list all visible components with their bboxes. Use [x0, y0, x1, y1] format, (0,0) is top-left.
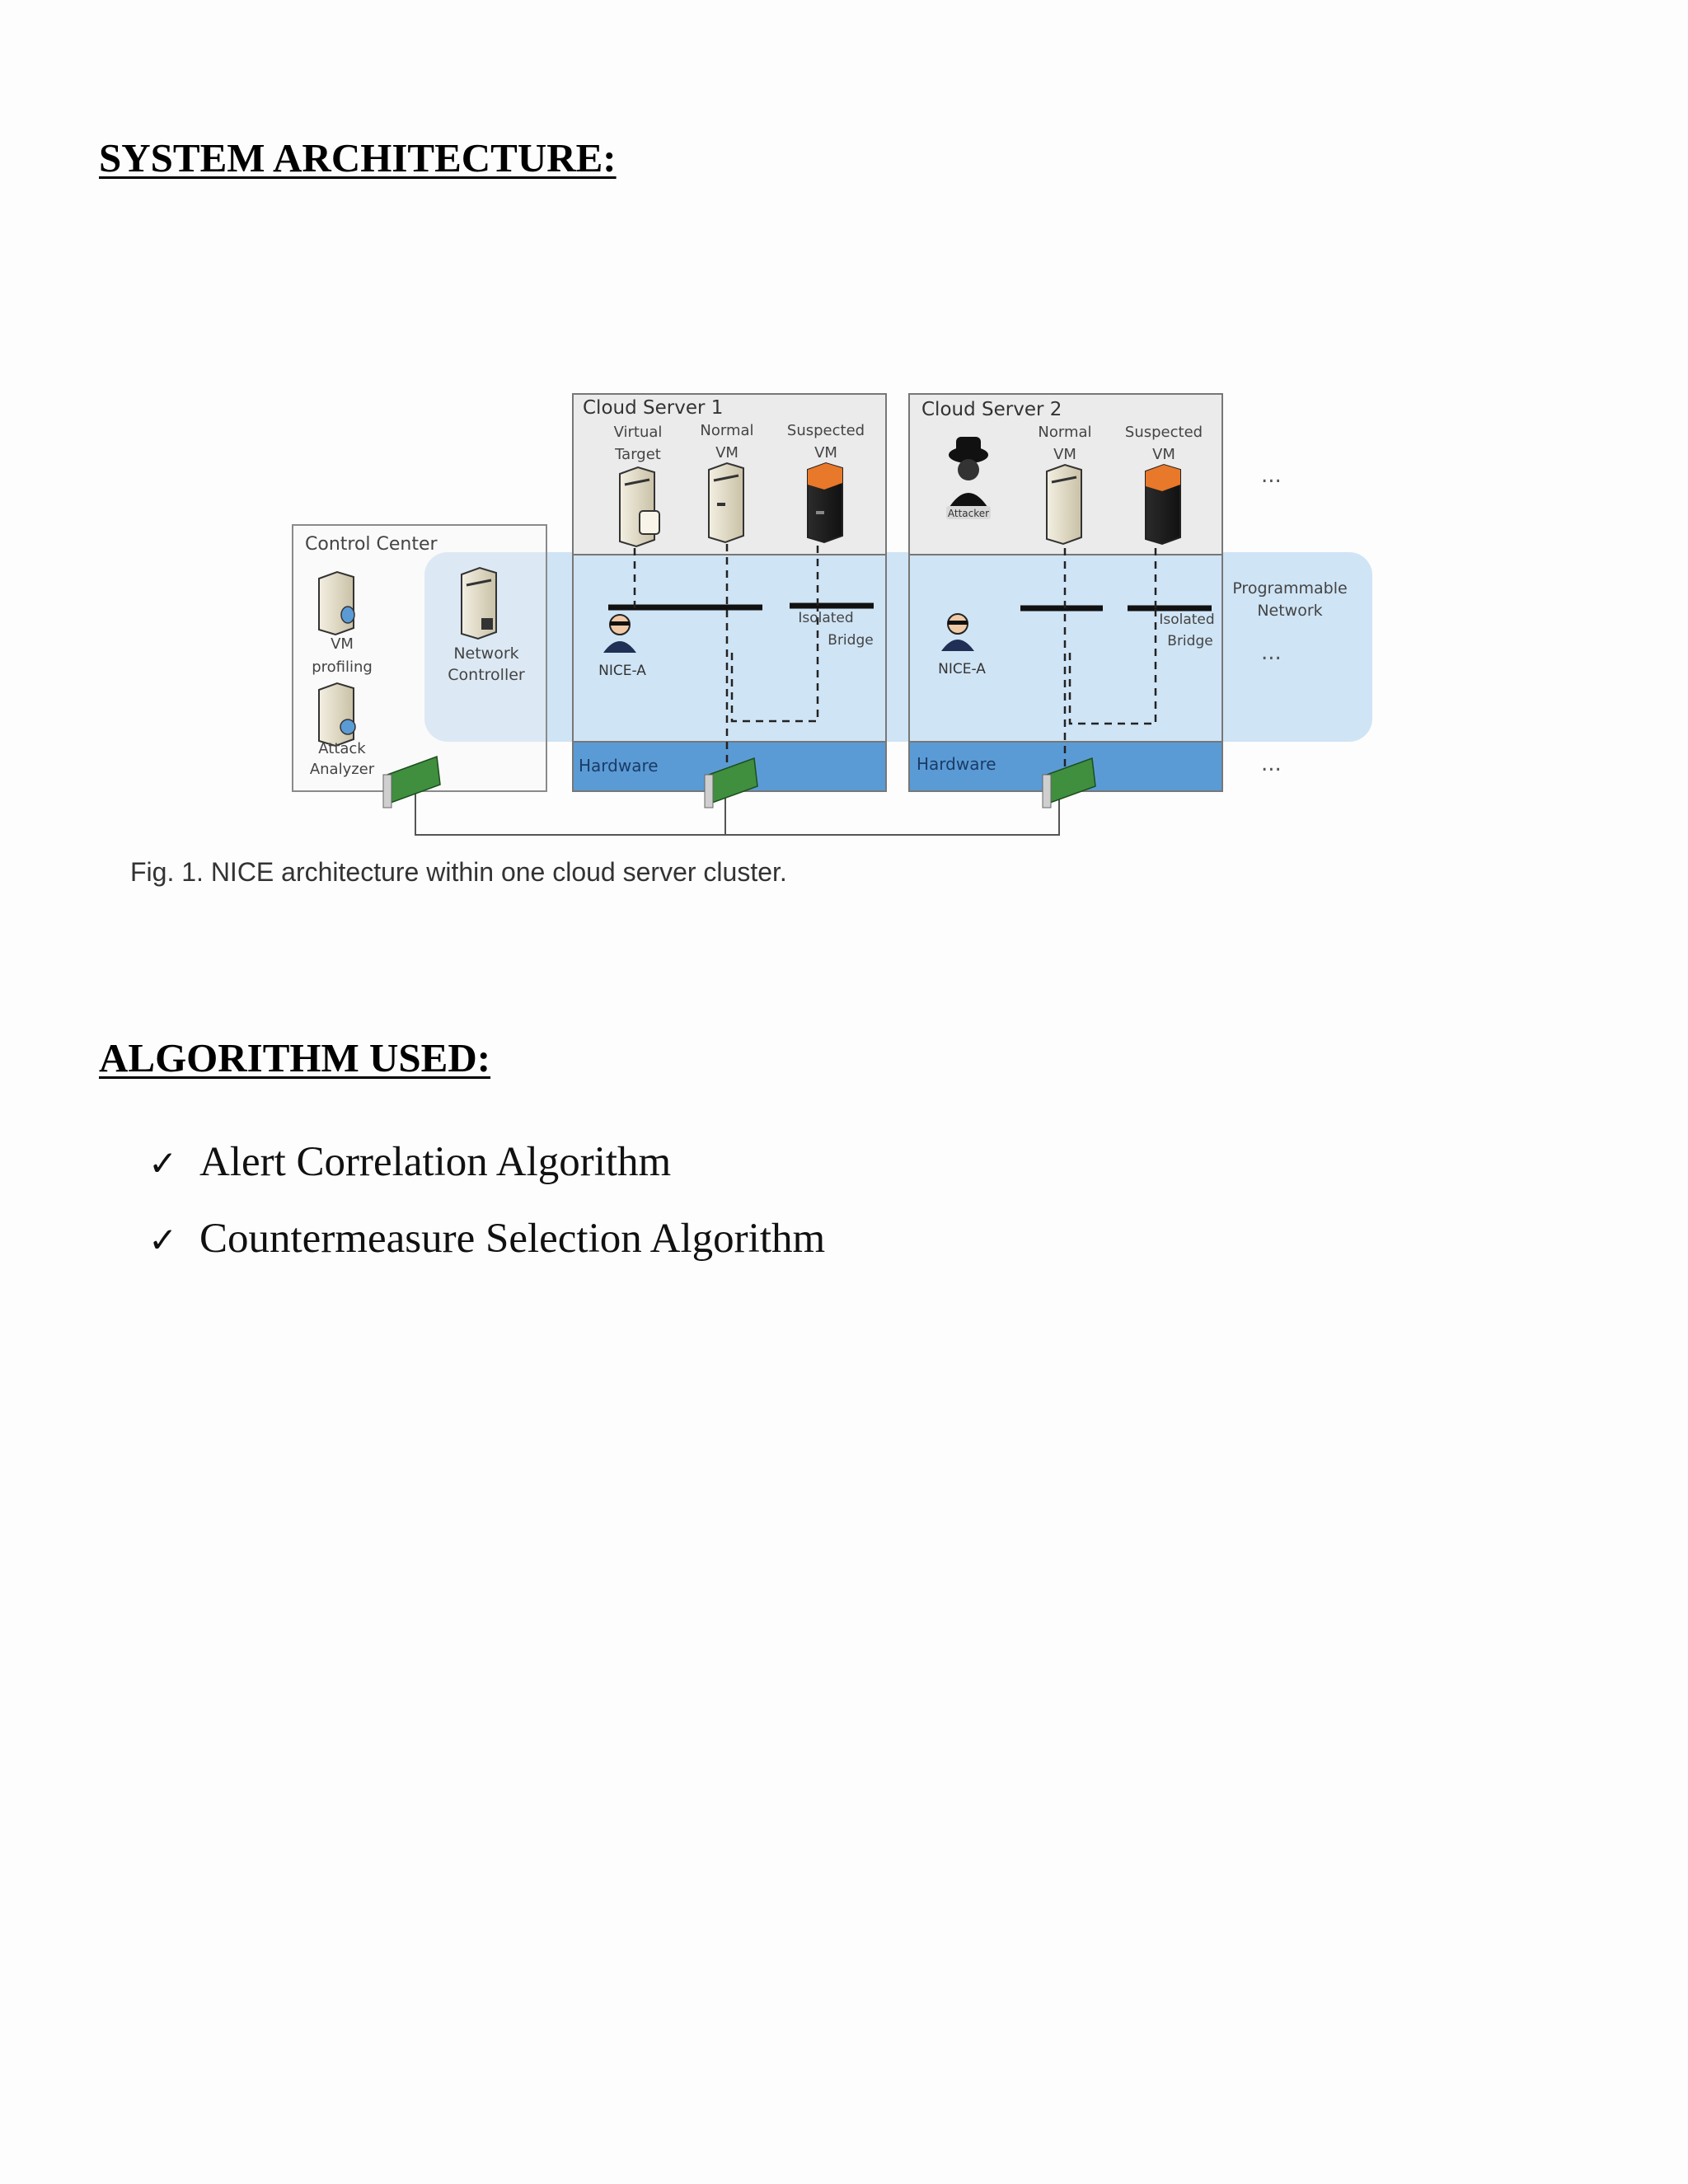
algorithm-name: Alert Correlation Algorithm	[199, 1139, 672, 1185]
ellipsis-bottom: ...	[1261, 752, 1282, 776]
suspected-vm-server-icon-2	[1146, 465, 1180, 544]
suspected-vm-server-icon-1	[808, 463, 842, 542]
network-controller-server-icon	[462, 568, 496, 639]
nice-a-label-2: NICE-A	[938, 661, 986, 677]
cloud-server-1-title: Cloud Server 1	[583, 397, 724, 419]
figure-caption: Fig. 1. NICE architecture within one cloud server cluster.	[130, 857, 787, 887]
attacker-label: Attacker	[947, 508, 990, 519]
attack-analyzer-server-icon	[319, 683, 355, 746]
hardware-label-2: Hardware	[917, 754, 996, 774]
normal-vm-server-icon-2	[1047, 465, 1081, 544]
programmable-network-label: Programmable	[1232, 579, 1348, 598]
list-item	[148, 1212, 825, 1289]
programmable-network-label-2: Network	[1257, 602, 1323, 620]
vm-profiling-server-icon	[319, 572, 354, 635]
suspected-vm-label-1: Suspected	[786, 422, 865, 439]
nice-a-label-1: NICE-A	[598, 663, 646, 679]
normal-vm-label-1: Normal	[700, 422, 754, 439]
nice-architecture-figure	[280, 387, 1376, 849]
suspected-vm-label-2: Suspected	[1124, 424, 1203, 441]
algorithm-name: Countermeasure Selection Algorithm	[199, 1216, 826, 1262]
suspected-vm-label-1b: VM	[814, 444, 837, 462]
attack-analyzer-label-2: Analyzer	[309, 761, 375, 778]
virtual-target-server-icon	[620, 467, 659, 546]
network-controller-label-2: Controller	[448, 666, 525, 684]
isolated-bridge-label-1: Isolated	[798, 610, 854, 626]
ellipsis-top: ...	[1261, 463, 1282, 488]
virtual-target-label: Virtual	[613, 424, 663, 441]
isolated-bridge-label-1b: Bridge	[828, 632, 874, 649]
normal-vm-label-2b: VM	[1053, 446, 1076, 463]
section-heading-algorithm: ALGORITHM USED:	[99, 1035, 491, 1080]
control-center-title: Control Center	[305, 534, 438, 555]
network-controller-label: Network	[453, 644, 519, 663]
normal-vm-label-2: Normal	[1038, 424, 1092, 441]
normal-vm-server-icon-1	[709, 463, 743, 542]
isolated-bridge-label-2: Isolated	[1159, 612, 1215, 628]
list-item	[148, 1136, 825, 1212]
checkmark-icon: ✓	[148, 1220, 178, 1260]
normal-vm-label-1b: VM	[715, 444, 738, 462]
vm-profiling-label: VM	[331, 635, 354, 653]
algorithm-list	[148, 1136, 825, 1289]
checkmark-icon: ✓	[148, 1143, 178, 1183]
virtual-target-label-2: Target	[615, 446, 661, 463]
ellipsis-mid: ...	[1261, 640, 1282, 665]
programmable-network-band	[424, 552, 1372, 742]
hardware-label-1: Hardware	[579, 756, 659, 776]
vm-profiling-label-2: profiling	[312, 658, 373, 676]
suspected-vm-label-2b: VM	[1152, 446, 1175, 463]
attack-analyzer-label: Attack	[318, 740, 366, 757]
isolated-bridge-label-2b: Bridge	[1167, 633, 1213, 649]
section-heading-architecture: SYSTEM ARCHITECTURE:	[99, 135, 617, 180]
cloud-server-2-title: Cloud Server 2	[921, 399, 1062, 420]
